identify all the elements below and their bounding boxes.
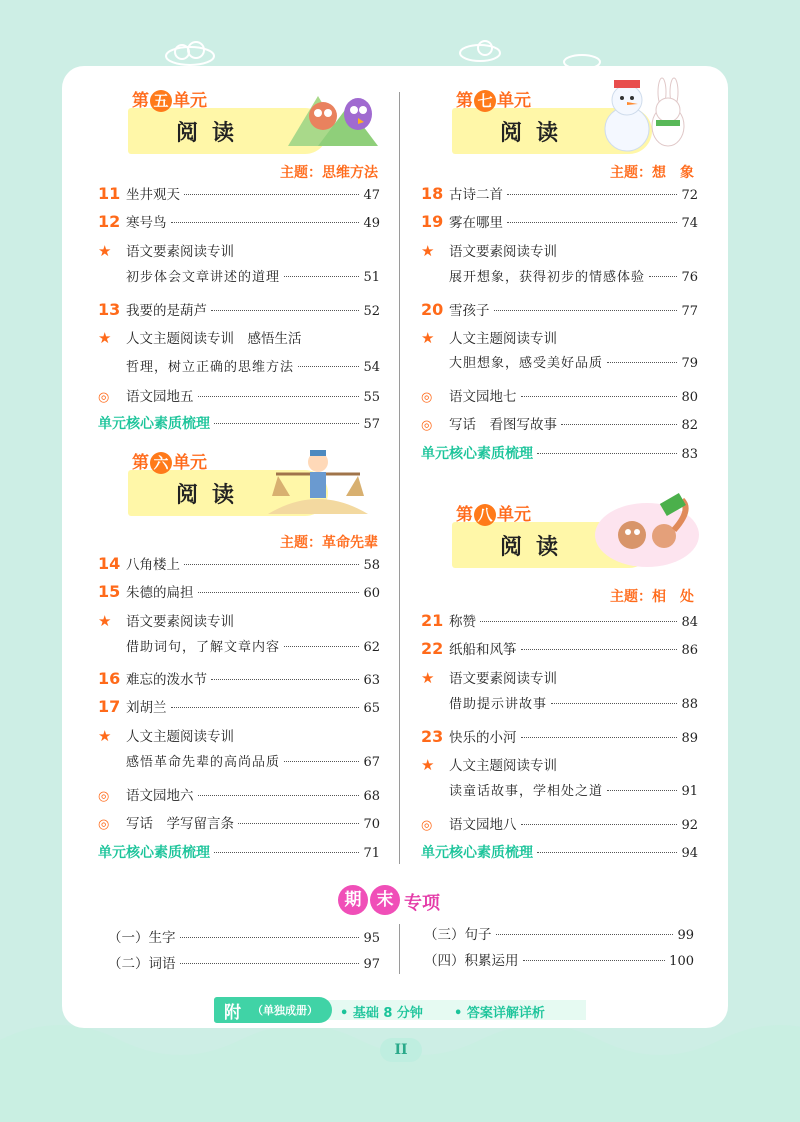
entry-title: 朱德的扁担 (126, 585, 194, 601)
page-number: 49 (363, 216, 380, 231)
page-number: 60 (363, 586, 380, 601)
toc-entry[interactable] (98, 299, 380, 321)
entry-title: 语文园地七 (449, 389, 517, 405)
entry-title: 八角楼上 (126, 557, 180, 573)
page-number: 77 (681, 304, 698, 319)
lesson-number: 13 (98, 300, 121, 319)
toc-entry-heading[interactable] (421, 240, 698, 262)
entry-title: 人文主题阅读专训 (449, 331, 557, 347)
dot-leader (494, 310, 678, 311)
entry-title: 语文要素阅读专训 (126, 614, 234, 630)
flower-badge: 末 (370, 885, 400, 915)
page-number: 80 (681, 390, 698, 405)
dot-leader (649, 276, 677, 277)
unit-read-label: 阅读 (176, 121, 249, 146)
final-entry[interactable] (108, 952, 380, 974)
column-divider (399, 92, 400, 864)
page-number: 99 (677, 928, 694, 943)
dot-leader (551, 703, 677, 704)
cloud-icon (160, 40, 220, 66)
dot-leader (480, 621, 677, 622)
toc-entry[interactable] (126, 751, 380, 773)
entry-subtitle: 哲理，树立正确的思维方法 (126, 360, 295, 375)
dot-leader (521, 737, 678, 738)
target-circle-icon: ◎ (421, 390, 433, 405)
unit-5-theme: 主题：思维方法 (280, 165, 378, 181)
owl-mountain-illustration (278, 76, 388, 156)
dot-leader (171, 707, 360, 708)
entry-subtitle: 读童话故事，学相处之道 (449, 784, 604, 799)
entry-title: 雪孩子 (449, 303, 490, 319)
toc-entry[interactable] (449, 693, 698, 715)
entry-subtitle: 借助词句，了解文章内容 (126, 640, 281, 655)
appendix-tag (214, 997, 332, 1023)
unit-7-theme: 主题：想 象 (610, 165, 694, 181)
entry-title: （二）词语 (108, 956, 176, 972)
page-number: 55 (363, 390, 380, 405)
lesson-number: 14 (98, 554, 121, 573)
entry-title: 寒号鸟 (126, 215, 167, 231)
dot-leader (496, 934, 674, 935)
appendix-label: 附 (224, 1003, 241, 1023)
lesson-number: 17 (98, 697, 121, 716)
entry-title: 我要的是葫芦 (126, 303, 207, 319)
page-number: 76 (681, 270, 698, 285)
toc-entry-heading[interactable] (98, 327, 380, 349)
soldier-carrying-pole-illustration (268, 444, 368, 524)
lesson-number: 16 (98, 669, 121, 688)
page-number: 88 (681, 697, 698, 712)
entry-title: （三）句子 (424, 927, 492, 943)
star-icon: ★ (98, 612, 112, 630)
target-circle-icon: ◎ (98, 390, 110, 405)
page-number: 83 (681, 447, 698, 462)
toc-entry-core[interactable] (98, 842, 380, 864)
toc-entry-heading[interactable] (98, 240, 380, 262)
entry-title: （一）生字 (108, 930, 176, 946)
dot-leader (180, 963, 360, 964)
dot-leader (561, 424, 677, 425)
unit-read-label: 阅读 (500, 121, 573, 146)
entry-title: 人文主题阅读专训 (126, 729, 234, 745)
entry-title: 难忘的泼水节 (126, 672, 207, 688)
star-icon: ★ (421, 756, 435, 774)
lesson-number: 20 (421, 300, 444, 319)
lesson-number: 18 (421, 184, 444, 203)
dot-leader (523, 960, 666, 961)
toc-entry[interactable] (98, 211, 380, 233)
star-icon: ★ (421, 242, 435, 260)
toc-entry[interactable] (98, 668, 380, 690)
entry-title: 语文要素阅读专训 (449, 244, 557, 260)
entry-title: 写话 学写留言条 (126, 816, 234, 832)
dot-leader (238, 823, 359, 824)
dot-leader (284, 646, 359, 647)
entry-title: 刘胡兰 (126, 700, 167, 716)
toc-entry[interactable] (421, 385, 698, 407)
entry-title: 单元核心素质梳理 (421, 845, 533, 861)
dot-leader (521, 396, 678, 397)
unit-6-header (128, 448, 388, 528)
toc-entry[interactable] (449, 266, 698, 288)
dot-leader (214, 852, 359, 853)
unit-title: 第 六 单元 (132, 453, 207, 473)
target-circle-icon: ◎ (421, 418, 433, 433)
entry-subtitle: 展开想象，获得初步的情感体验 (449, 270, 646, 285)
toc-entry[interactable] (126, 356, 380, 378)
toc-entry-core[interactable] (421, 842, 698, 864)
toc-entry[interactable] (98, 385, 380, 407)
page-number: 79 (681, 356, 698, 371)
lesson-number: 12 (98, 212, 121, 231)
page-number: 51 (363, 270, 380, 285)
toc-entry[interactable] (421, 183, 698, 205)
toc-entry[interactable] (98, 784, 380, 806)
dot-leader (607, 790, 677, 791)
entry-title: 语文要素阅读专训 (126, 244, 234, 260)
page-number: 52 (363, 304, 380, 319)
appendix-note: （单独成册） (252, 1004, 318, 1017)
page-number: 94 (681, 846, 698, 861)
entry-title: 语文园地六 (126, 788, 194, 804)
dot-leader (184, 194, 359, 195)
unit-8-header (452, 500, 712, 580)
dot-leader (298, 366, 359, 367)
page-number: 57 (363, 417, 380, 432)
entry-title: 纸船和风筝 (449, 642, 517, 658)
unit-6-theme: 主题：革命先辈 (280, 535, 378, 551)
toc-entry[interactable] (449, 780, 698, 802)
page-number: 86 (681, 643, 698, 658)
entry-subtitle: 借助提示讲故事 (449, 697, 548, 712)
dot-leader (211, 310, 359, 311)
dot-leader (521, 649, 678, 650)
toc-entry-heading[interactable] (98, 725, 380, 747)
appendix-banner (214, 997, 586, 1023)
toc-entry[interactable] (98, 696, 380, 718)
entry-title: 雾在哪里 (449, 215, 503, 231)
target-circle-icon: ◎ (421, 818, 433, 833)
dot-leader (198, 396, 360, 397)
target-circle-icon: ◎ (98, 817, 110, 832)
dot-leader (507, 194, 677, 195)
page-number: 97 (363, 957, 380, 972)
entry-title: 单元核心素质梳理 (421, 446, 533, 462)
entry-title: 写话 看图写故事 (449, 417, 557, 433)
page-number: 72 (681, 188, 698, 203)
dot-leader (537, 453, 677, 454)
dot-leader (521, 824, 678, 825)
lesson-number: 15 (98, 582, 121, 601)
dot-leader (507, 222, 677, 223)
target-circle-icon: ◎ (98, 789, 110, 804)
entry-title: 坐井观天 (126, 187, 180, 203)
page-number: 91 (681, 784, 698, 799)
appendix-item: • 基础 8 分钟 (340, 1006, 423, 1021)
toc-entry[interactable] (421, 638, 698, 660)
dot-leader (198, 795, 360, 796)
page-number: 68 (363, 789, 380, 804)
lesson-number: 23 (421, 727, 444, 746)
entry-title: 语文园地五 (126, 389, 194, 405)
lesson-number: 21 (421, 611, 444, 630)
page-number: 95 (363, 931, 380, 946)
page-number: 58 (363, 558, 380, 573)
toc-entry-core[interactable] (421, 443, 698, 465)
page-number: 47 (363, 188, 380, 203)
dot-leader (284, 276, 359, 277)
toc-entry[interactable] (421, 211, 698, 233)
final-entry[interactable] (424, 949, 694, 971)
entry-title: 单元核心素质梳理 (98, 845, 210, 861)
lesson-number: 19 (421, 212, 444, 231)
final-divider (399, 924, 400, 974)
toc-entry[interactable] (421, 413, 698, 435)
lesson-number: 22 (421, 639, 444, 658)
appendix-item: • 答案详解详析 (454, 1006, 545, 1021)
dot-leader (171, 222, 360, 223)
snowman-rabbit-illustration (592, 74, 702, 156)
entry-title: （四）积累运用 (424, 953, 519, 969)
page-number: 70 (363, 817, 380, 832)
page-number: 67 (363, 755, 380, 770)
unit-read-label: 阅读 (176, 483, 249, 508)
final-section-title (338, 885, 468, 919)
toc-entry[interactable] (98, 581, 380, 603)
page-number: 54 (363, 360, 380, 375)
toc-entry[interactable] (98, 553, 380, 575)
unit-read-label: 阅读 (500, 535, 573, 560)
unit-title: 第 八 单元 (456, 505, 531, 525)
entry-subtitle: 大胆想象，感受美好品质 (449, 356, 604, 371)
dot-leader (211, 679, 359, 680)
entry-title: 快乐的小河 (449, 730, 517, 746)
dot-leader (537, 852, 677, 853)
star-icon: ★ (98, 242, 112, 260)
star-icon: ★ (98, 727, 112, 745)
toc-entry-heading[interactable] (421, 327, 698, 349)
dot-leader (184, 564, 359, 565)
toc-entry[interactable] (421, 726, 698, 748)
entry-title: 人文主题阅读专训 感悟生活 (126, 331, 302, 347)
toc-entry[interactable] (421, 813, 698, 835)
entry-subtitle: 初步体会文章讲述的道理 (126, 270, 281, 285)
page-number: 71 (363, 846, 380, 861)
page-number: 84 (681, 615, 698, 630)
star-icon: ★ (98, 329, 112, 347)
unit-title: 第 五 单元 (132, 91, 207, 111)
cloud-icon (560, 50, 604, 70)
entry-title: 语文要素阅读专训 (449, 671, 557, 687)
flower-badge: 期 (338, 885, 368, 915)
final-entry[interactable] (424, 923, 694, 945)
page-number: 65 (363, 701, 380, 716)
toc-entry[interactable] (449, 352, 698, 374)
toc-entry-heading[interactable] (421, 667, 698, 689)
unit-8-theme: 主题：相 处 (610, 589, 694, 605)
toc-entry[interactable] (421, 299, 698, 321)
entry-title: 古诗二首 (449, 187, 503, 203)
entry-title: 单元核心素质梳理 (98, 416, 210, 432)
entry-title: 人文主题阅读专训 (449, 758, 557, 774)
cloud-icon (455, 38, 505, 62)
page-number: 62 (363, 640, 380, 655)
dot-leader (214, 423, 359, 424)
page-number: 92 (681, 818, 698, 833)
unit-7-header (452, 86, 712, 166)
toc-entry[interactable] (98, 183, 380, 205)
dot-leader (198, 592, 360, 593)
star-icon: ★ (421, 329, 435, 347)
toc-entry[interactable] (421, 610, 698, 632)
page-number: 63 (363, 673, 380, 688)
dot-leader (180, 937, 360, 938)
entry-title: 语文园地八 (449, 817, 517, 833)
toc-entry[interactable] (98, 812, 380, 834)
page-number: 82 (681, 418, 698, 433)
lesson-number: 11 (98, 184, 121, 203)
page-number-badge: II (380, 1038, 422, 1062)
page-number: 89 (681, 731, 698, 746)
toc-entry-core[interactable] (98, 413, 380, 435)
toc-entry-heading[interactable] (421, 754, 698, 776)
dot-leader (284, 761, 359, 762)
page-number: 100 (669, 954, 694, 969)
toc-entry[interactable] (126, 636, 380, 658)
final-entry[interactable] (108, 926, 380, 948)
squirrels-illustration (592, 490, 702, 570)
toc-entry-heading[interactable] (98, 610, 380, 632)
entry-title: 称赞 (449, 614, 476, 630)
entry-subtitle: 感悟革命先辈的高尚品质 (126, 755, 281, 770)
dot-leader (607, 362, 677, 363)
unit-5-header (128, 86, 388, 166)
star-icon: ★ (421, 669, 435, 687)
final-title-text: 专项 (404, 893, 440, 914)
toc-entry[interactable] (126, 266, 380, 288)
unit-title: 第 七 单元 (456, 91, 531, 111)
page-number: 74 (681, 216, 698, 231)
